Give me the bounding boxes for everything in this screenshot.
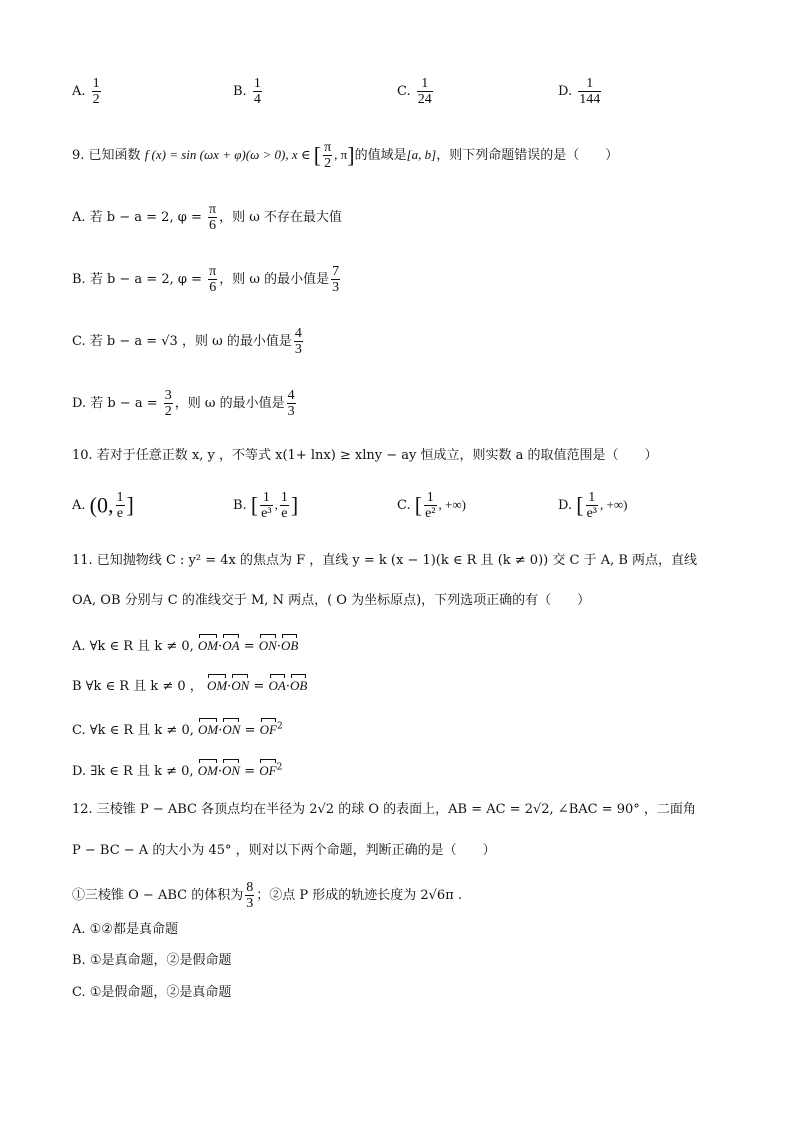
q12-option-b: B. ①是真命题，②是假命题 bbox=[72, 953, 232, 968]
vector-on: ON bbox=[231, 672, 249, 694]
q11-stem-line2: OA, OB 分别与 C 的准线交于 M, N 两点，( O 为坐标原点)，下列选项正确的有（ ） bbox=[72, 593, 591, 608]
q9-prefix: 9. 已知函数 bbox=[72, 148, 141, 163]
equals: = bbox=[244, 723, 256, 738]
denominator: e bbox=[281, 506, 288, 521]
equals: = bbox=[244, 764, 256, 779]
dot: · bbox=[285, 679, 291, 694]
fraction bbox=[323, 140, 332, 171]
denominator: e² bbox=[425, 506, 436, 521]
option-text: B ∀k ∈ R 且 k ≠ 0 ， bbox=[72, 679, 203, 694]
numerator: 4 bbox=[287, 388, 295, 403]
fraction bbox=[260, 490, 272, 521]
fraction bbox=[424, 490, 436, 521]
denominator: 24 bbox=[417, 92, 432, 107]
q11-stem-line1: 11. 已知抛物线 C : y² = 4x 的焦点为 F ，直线 y = k (x − 1)(k ∈ R 且 (k ≠ 0)) 交 C 于 A, B 两点，直线 bbox=[72, 553, 698, 568]
numerator: 1 bbox=[586, 490, 598, 506]
denominator: 3 bbox=[332, 280, 340, 295]
option-text: ，则 ω 的最小值是 bbox=[174, 396, 285, 411]
fraction bbox=[208, 202, 217, 233]
denominator: 4 bbox=[253, 92, 261, 107]
vector-om: OM bbox=[207, 672, 227, 694]
vector-ob: OB bbox=[290, 672, 307, 694]
option-label: B. bbox=[233, 84, 247, 99]
option-text: C. 若 b − a = √3 ，则 ω 的最小值是 bbox=[72, 334, 292, 349]
exponent: 2 bbox=[276, 721, 283, 732]
q8-option-d bbox=[558, 76, 603, 107]
vector-om: OM bbox=[198, 757, 218, 779]
denominator: 6 bbox=[209, 280, 217, 295]
fraction bbox=[116, 490, 125, 521]
q12-text: ；②点 P 形成的轨迹长度为 2√6π . bbox=[256, 888, 462, 903]
q12-stem-line2: P − BC − A 的大小为 45° ，则对以下两个命题，判断正确的是（ ） bbox=[72, 843, 496, 858]
numerator: π bbox=[209, 264, 217, 279]
option-text: D. ∃k ∈ R 且 k ≠ 0, bbox=[72, 764, 194, 779]
dot: · bbox=[227, 679, 232, 694]
denominator: 6 bbox=[209, 218, 217, 233]
numerator: 1 bbox=[253, 76, 261, 91]
vector-on: ON bbox=[259, 632, 277, 654]
bracket: [ bbox=[313, 142, 322, 168]
q8-option-c bbox=[397, 76, 435, 107]
q10-option-c bbox=[397, 490, 466, 521]
numerator: 4 bbox=[294, 326, 302, 341]
denominator: e³ bbox=[261, 506, 272, 521]
numerator: 1 bbox=[92, 76, 100, 91]
denominator: 2 bbox=[92, 92, 100, 107]
numerator: 1 bbox=[280, 490, 288, 505]
fraction bbox=[417, 76, 433, 107]
numerator: π bbox=[324, 140, 332, 155]
interval-open: [ bbox=[576, 492, 584, 518]
interval-open: [ bbox=[414, 492, 423, 518]
fraction bbox=[253, 76, 262, 107]
q9-function: f (x) = sin (ωx + φ)(ω > 0), x ∈ bbox=[144, 147, 314, 162]
fraction bbox=[586, 490, 598, 521]
vector-of: OF bbox=[259, 757, 276, 779]
fraction bbox=[287, 388, 296, 419]
equals: = bbox=[243, 639, 255, 654]
vector-om: OM bbox=[198, 716, 218, 738]
q9-stem bbox=[72, 140, 618, 171]
q10-option-b bbox=[233, 490, 298, 521]
vector-oa: OA bbox=[222, 632, 239, 654]
exponent: 2 bbox=[276, 762, 283, 773]
q12-option-c: C. ①是假命题，②是真命题 bbox=[72, 985, 232, 1000]
q10-stem: 10. 若对于任意正数 x, y ，不等式 x(1+ lnx) ≥ xlny − ay 恒成立，则实数 a 的取值范围是（ ） bbox=[72, 448, 658, 463]
numerator: 1 bbox=[260, 490, 272, 506]
dot: · bbox=[217, 764, 223, 779]
q9-option-d bbox=[72, 388, 298, 419]
q9-suffix: ，则下列命题错误的是（ ） bbox=[436, 148, 619, 163]
bracket: ] bbox=[347, 142, 355, 168]
q11-option-d bbox=[72, 757, 282, 780]
option-label: C. bbox=[397, 498, 411, 513]
denominator: 3 bbox=[246, 896, 254, 911]
denominator: 3 bbox=[294, 342, 302, 357]
option-label: A. bbox=[72, 84, 86, 99]
denominator: 3 bbox=[287, 404, 295, 419]
numerator: 1 bbox=[116, 490, 124, 505]
interval-open: [ bbox=[250, 492, 259, 518]
q9-option-a bbox=[72, 202, 342, 233]
fraction bbox=[280, 490, 289, 521]
numerator: 8 bbox=[246, 880, 254, 895]
q11-option-c bbox=[72, 716, 283, 739]
dot: · bbox=[276, 639, 281, 654]
q12-stem-line1: 12. 三棱锥 P − ABC 各顶点均在半径为 2√2 的球 O 的表面上，AB = AC = 2√2, ∠BAC = 90° ，二面角 bbox=[72, 802, 696, 817]
denominator: 144 bbox=[579, 92, 601, 107]
q11-option-a bbox=[72, 632, 298, 655]
q10-option-d bbox=[558, 490, 627, 521]
option-label: B. bbox=[233, 498, 247, 513]
option-label: A. bbox=[72, 498, 86, 513]
interval-close: ] bbox=[290, 492, 299, 518]
option-label: D. bbox=[558, 498, 573, 513]
option-text: C. ∀k ∈ R 且 k ≠ 0, bbox=[72, 723, 194, 738]
fraction bbox=[92, 76, 101, 107]
q9-option-b bbox=[72, 264, 342, 295]
vector-ob: OB bbox=[281, 632, 298, 654]
option-text: A. ∀k ∈ R 且 k ≠ 0, bbox=[72, 639, 194, 654]
interval-tail: , +∞) bbox=[438, 497, 466, 512]
dot: · bbox=[218, 723, 223, 738]
numerator: 3 bbox=[164, 388, 172, 403]
q12-option-a: A. ①②都是真命题 bbox=[72, 922, 178, 937]
numerator: 7 bbox=[332, 264, 340, 279]
vector-on: ON bbox=[222, 716, 240, 738]
q12-stem-line3 bbox=[72, 880, 462, 911]
equals: = bbox=[253, 679, 265, 694]
fraction bbox=[164, 388, 173, 419]
option-text: B. 若 b − a = 2, φ = bbox=[72, 272, 203, 287]
vector-oa: OA bbox=[269, 672, 286, 694]
interval-close: ] bbox=[126, 492, 134, 518]
interval-tail: , +∞) bbox=[599, 497, 628, 512]
option-label: D. bbox=[558, 84, 573, 99]
q8-option-b bbox=[233, 76, 264, 107]
interval-open: (0, bbox=[89, 492, 114, 518]
denominator: 2 bbox=[164, 404, 172, 419]
q9-range: [a, b] bbox=[406, 147, 437, 162]
q12-text: ①三棱锥 O − ABC 的体积为 bbox=[72, 888, 244, 903]
fraction bbox=[331, 264, 340, 295]
q9-option-c bbox=[72, 326, 305, 357]
option-text: A. 若 b − a = 2, φ = bbox=[72, 210, 202, 225]
q9-mid: 的值域是 bbox=[354, 148, 407, 163]
option-label: C. bbox=[397, 84, 411, 99]
option-text: ，则 ω 的最小值是 bbox=[219, 272, 330, 287]
dot: · bbox=[218, 639, 223, 654]
fraction bbox=[208, 264, 217, 295]
numerator: 1 bbox=[424, 490, 436, 506]
fraction bbox=[294, 326, 303, 357]
q11-option-b bbox=[72, 672, 307, 695]
comma: , bbox=[274, 497, 278, 512]
q10-option-a bbox=[72, 490, 134, 521]
vector-on: ON bbox=[222, 757, 240, 779]
vector-om: OM bbox=[198, 632, 218, 654]
denominator: e bbox=[116, 506, 124, 521]
numerator: 1 bbox=[578, 76, 601, 92]
q8-option-a bbox=[72, 76, 103, 107]
denominator: 2 bbox=[324, 156, 332, 171]
numerator: 1 bbox=[417, 76, 433, 92]
numerator: π bbox=[208, 202, 217, 217]
interval-tail: , π bbox=[334, 147, 348, 162]
option-text: D. 若 b − a = bbox=[72, 396, 158, 411]
fraction bbox=[245, 880, 254, 911]
option-text: ，则 ω 不存在最大值 bbox=[219, 210, 342, 225]
vector-of: OF bbox=[260, 716, 277, 738]
fraction bbox=[578, 76, 601, 107]
denominator: e³ bbox=[586, 506, 597, 521]
